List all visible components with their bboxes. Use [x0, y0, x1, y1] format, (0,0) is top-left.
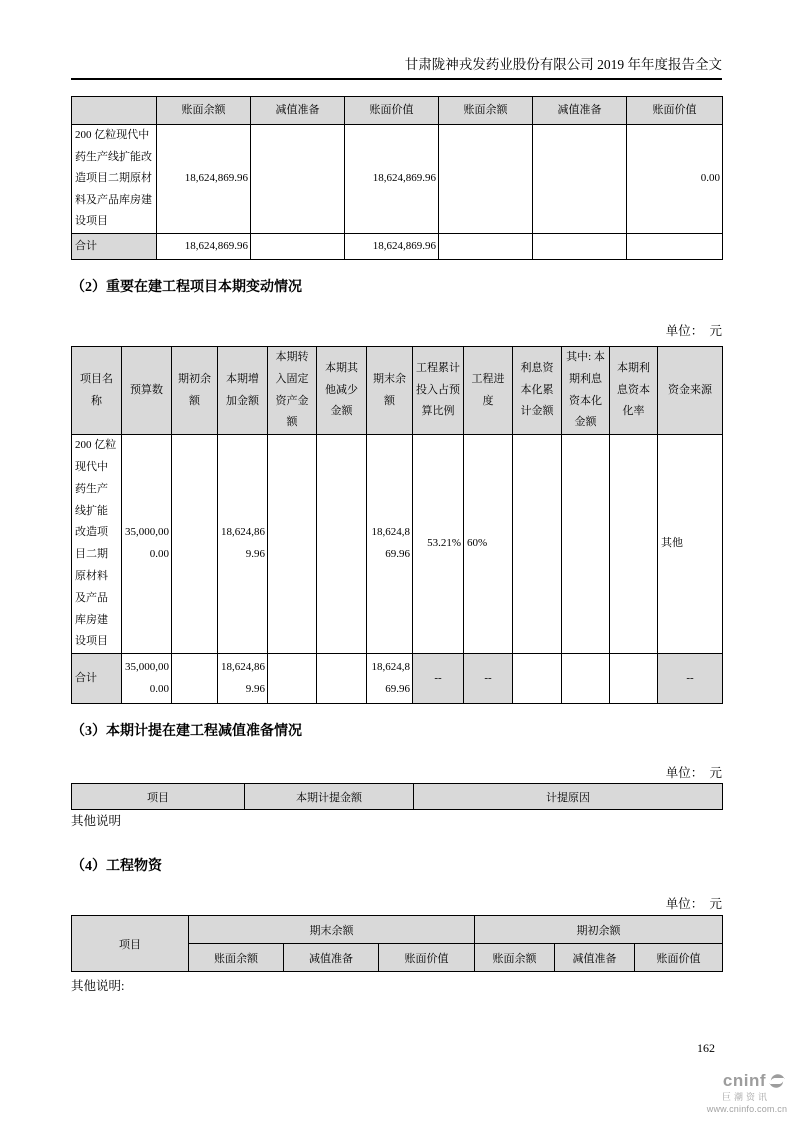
header-cell-blank: [72, 97, 157, 125]
value-cell: 18,624,869.96: [157, 125, 251, 234]
header-cell: 工程累计投入占预算比例: [413, 346, 464, 434]
value-cell: 35,000,000.00: [122, 435, 172, 654]
header-cell: 本期增加金额: [218, 346, 268, 434]
project-name-cell: 200 亿粒现代中药生产线扩能改造项目二期原材料及产品库房建设项目: [72, 435, 122, 654]
cninfo-logo-text: cninf: [722, 1071, 766, 1090]
header-cell: 减值准备: [284, 944, 379, 972]
header-cell: 账面价值: [627, 97, 723, 125]
impairment-provision-table: [71, 783, 723, 810]
page-header: [71, 0, 722, 80]
value-cell: --: [658, 654, 723, 704]
value-cell: --: [464, 654, 513, 704]
header-cell: 本期其他减少金额: [317, 346, 367, 434]
total-label-cell: 合计: [72, 233, 157, 259]
table-header-row: [72, 97, 723, 125]
header-cell: 工程进度: [464, 346, 513, 434]
page-number: 162: [697, 1041, 715, 1056]
value-cell: [172, 435, 218, 654]
other-note: 其他说明: [71, 814, 122, 829]
engineering-materials-table: [71, 915, 723, 972]
table-total-row: [72, 654, 723, 704]
value-cell: 18,624,869.96: [157, 233, 251, 259]
cninfo-logo-chinese: 巨潮资讯: [721, 1092, 770, 1102]
header-cell: 本期利息资本化率: [610, 346, 658, 434]
unit-label: 单位： 元: [665, 897, 722, 912]
value-cell: 53.21%: [413, 435, 464, 654]
value-cell: [513, 654, 562, 704]
section-heading-4: （4）工程物资: [71, 859, 162, 875]
section-heading-2: （2）重要在建工程项目本期变动情况: [71, 279, 302, 295]
header-cell: 本期转入固定资产金额: [268, 346, 317, 434]
header-cell: 减值准备: [251, 97, 345, 125]
header-cell: 资金来源: [658, 346, 723, 434]
header-cell: 项目: [72, 916, 189, 972]
header-cell: 减值准备: [555, 944, 635, 972]
report-title: 甘肃陇神戎发药业股份有限公司 2019 年年度报告全文: [404, 57, 722, 72]
header-cell: 账面价值: [635, 944, 723, 972]
other-note: 其他说明:: [71, 979, 125, 994]
value-cell: [251, 125, 345, 234]
header-cell: 期末余额: [367, 346, 413, 434]
value-cell: [439, 125, 533, 234]
table-header-row: [72, 784, 723, 810]
value-cell: 18,624,869.96: [367, 435, 413, 654]
value-cell: [562, 435, 610, 654]
value-cell: [610, 435, 658, 654]
value-cell: [317, 654, 367, 704]
header-cell: 其中: 本期利息资本化金额: [562, 346, 610, 434]
value-cell: [251, 233, 345, 259]
header-cell: 本期计提金额: [245, 784, 414, 810]
header-cell: 账面余额: [439, 97, 533, 125]
cninfo-logo-url: www.cninfo.com.cn: [706, 1104, 788, 1114]
header-cell: 账面价值: [345, 97, 439, 125]
value-cell: 其他: [658, 435, 723, 654]
construction-in-progress-table: [71, 346, 723, 704]
header-cell: 减值准备: [533, 97, 627, 125]
value-cell: [268, 435, 317, 654]
value-cell: 18,624,869.96: [345, 233, 439, 259]
value-cell: --: [413, 654, 464, 704]
cninfo-logo: [704, 1071, 790, 1114]
value-cell: 18,624,869.96: [367, 654, 413, 704]
value-cell: [627, 233, 723, 259]
value-cell: [268, 654, 317, 704]
header-cell: 账面余额: [189, 944, 284, 972]
impairment-balance-table: [71, 96, 723, 260]
header-cell: 预算数: [122, 346, 172, 434]
table-total-row: [72, 233, 723, 259]
table-header-row: [72, 346, 723, 434]
section-heading-3: （3）本期计提在建工程减值准备情况: [71, 724, 302, 740]
value-cell: [317, 435, 367, 654]
total-label-cell: 合计: [72, 654, 122, 704]
header-cell: 计提原因: [414, 784, 723, 810]
header-cell: 项目名称: [72, 346, 122, 434]
table-header-row: [72, 916, 723, 944]
value-cell: [172, 654, 218, 704]
header-cell: 利息资本化累计金额: [513, 346, 562, 434]
value-cell: 18,624,869.96: [218, 435, 268, 654]
project-name-cell: 200 亿粒现代中药生产线扩能改造项目二期原材料及产品库房建设项目: [72, 125, 157, 234]
cninfo-swirl-icon: [768, 1072, 786, 1090]
value-cell: [513, 435, 562, 654]
header-cell: 账面余额: [475, 944, 555, 972]
header-cell: 账面余额: [157, 97, 251, 125]
value-cell: [562, 654, 610, 704]
value-cell: 18,624,869.96: [218, 654, 268, 704]
header-group-cell: 期末余额: [189, 916, 475, 944]
table-row: [72, 125, 723, 234]
table-row: [72, 435, 723, 654]
value-cell: 0.00: [627, 125, 723, 234]
value-cell: 60%: [464, 435, 513, 654]
header-cell: 期初余额: [172, 346, 218, 434]
header-cell: 账面价值: [379, 944, 475, 972]
value-cell: [610, 654, 658, 704]
value-cell: [533, 233, 627, 259]
value-cell: [439, 233, 533, 259]
value-cell: 18,624,869.96: [345, 125, 439, 234]
unit-label: 单位： 元: [665, 323, 722, 338]
unit-label: 单位： 元: [665, 766, 722, 781]
header-cell: 项目: [72, 784, 245, 810]
header-group-cell: 期初余额: [475, 916, 723, 944]
value-cell: [533, 125, 627, 234]
value-cell: 35,000,000.00: [122, 654, 172, 704]
